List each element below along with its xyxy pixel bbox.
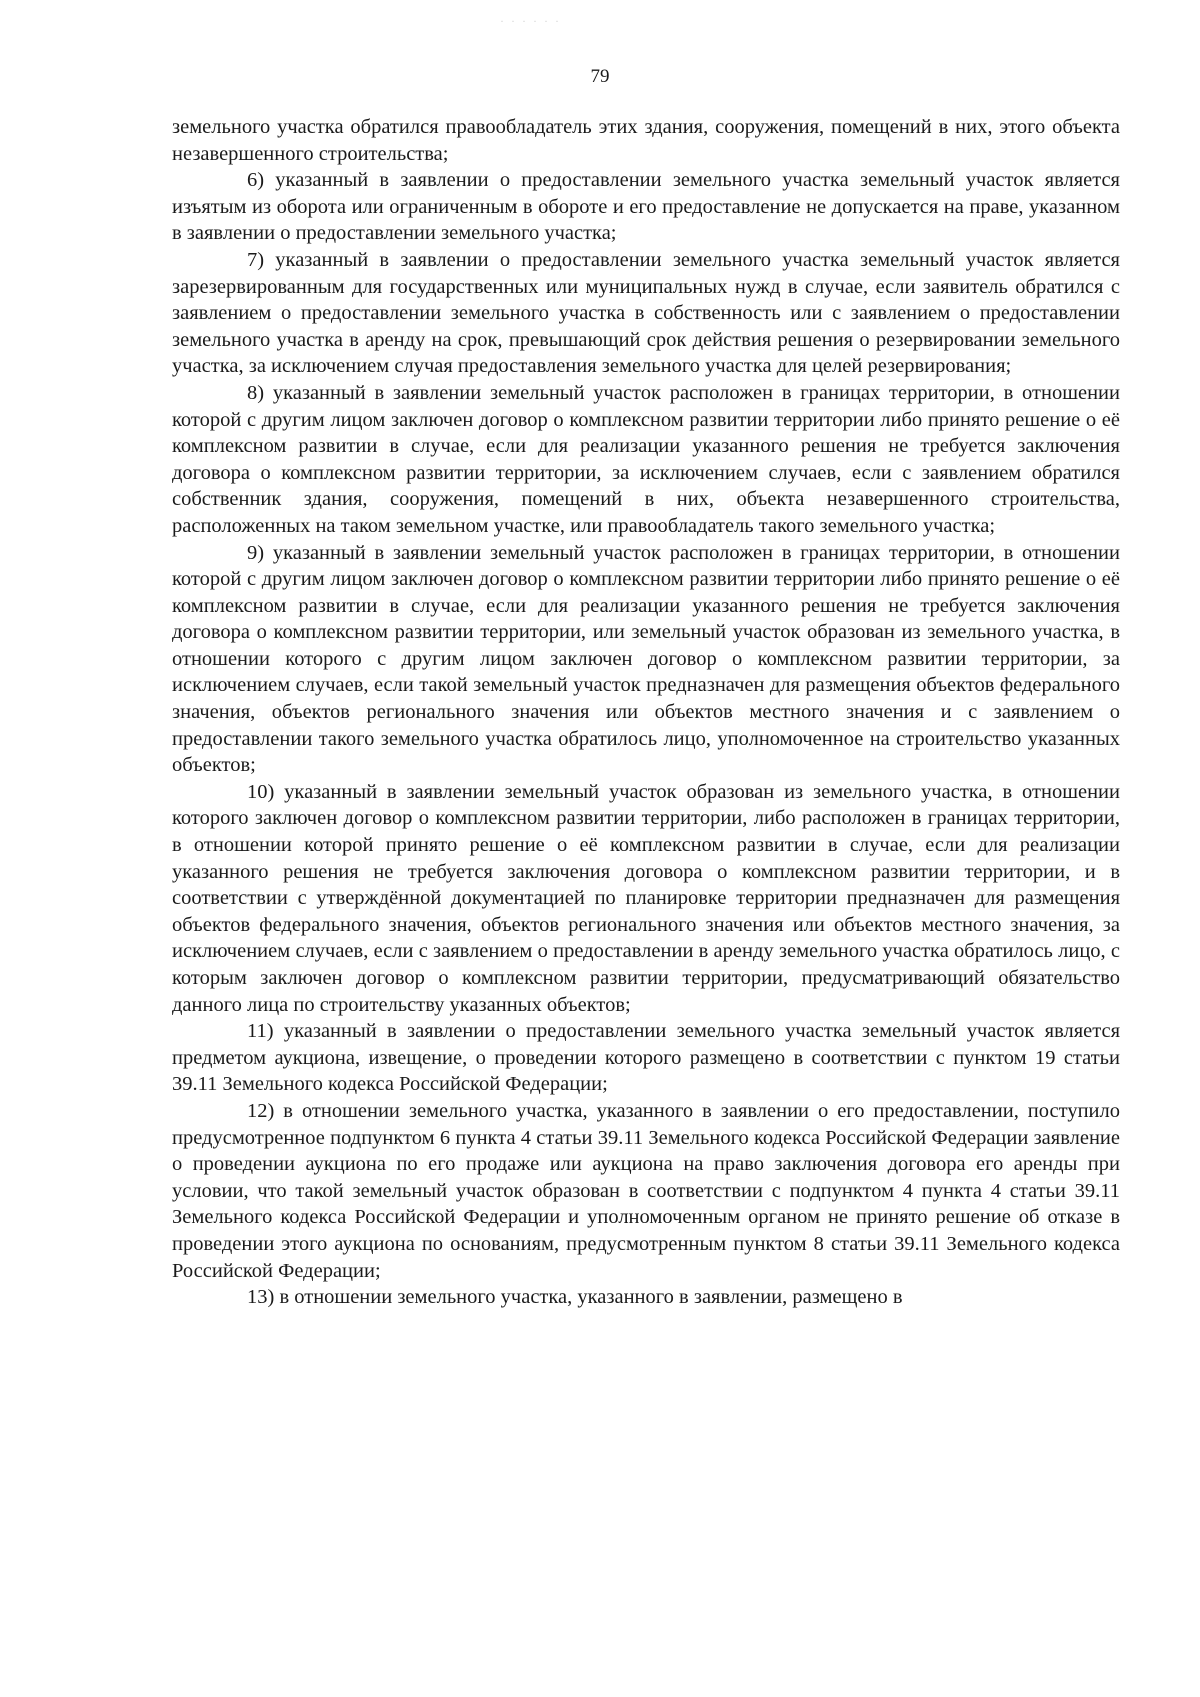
paragraph-item-11: 11) указанный в заявлении о предоставлении земельного участка земельный участок является предметом аукциона, извещение, о проведении которого размещено в соответствии с пунктом 19 статьи 39.11 Земельного кодекса Российской Федерации; bbox=[172, 1020, 1120, 1096]
page-number: 79 bbox=[590, 66, 610, 87]
paragraph-item-9: 9) указанный в заявлении земельный участок расположен в границах территории, в отношении которой с другим лицом заключен договор о комплексном развитии территории либо принято решение о её комплексном развитии в случае, если для реализации указанного решения не требуется заключения договора о комплексном развитии территории, или земельный участок образован из земельного участка, в отношении которого с другим лицом заключен договор о комплексном развитии территории, за исключением случаев, если такой земельный участок предназначен для размещения объектов федерального значения, объектов регионального значения или объектов местного значения и с заявлением о предоставлении такого земельного участка обратилось лицо, уполномоченное на строительство указанных объектов; bbox=[172, 541, 1120, 777]
document-body bbox=[172, 114, 1120, 1311]
paragraph-item-10: 10) указанный в заявлении земельный участок образован из земельного участка, в отношении которого заключен договор о комплексном развитии территории, либо расположен в границах территории, в отношении которой принято решение о её комплексном развитии в случае, если для реализации указанного решения не требуется заключения договора о комплексном развитии территории, и в соответствии с утверждённой документацией по планировке территории предназначен для размещения объектов федерального значения, объектов регионального значения или объектов местного значения, за исключением случаев, если с заявлением о предоставлении в аренду земельного участка обратилось лицо, с которым заключен договор о комплексном развитии территории, предусматривающий обязательство данного лица по строительству указанных объектов; bbox=[172, 780, 1120, 1016]
scan-artifact: · · · · · · bbox=[500, 14, 561, 28]
paragraph-item-7: 7) указанный в заявлении о предоставлении земельного участка земельный участок является зарезервированным для государственных или муниципальных нужд в случае, если заявитель обратился с заявлением о предоставлении земельного участка в собственность или с заявлением о предоставлении земельного участка в аренду на срок, превышающий срок действия решения о резервировании земельного участка, за исключением случая предоставления земельного участка для целей резервирования; bbox=[172, 248, 1120, 378]
paragraph-item-8: 8) указанный в заявлении земельный участок расположен в границах территории, в отношении которой с другим лицом заключен договор о комплексном развитии территории либо принято решение о её комплексном развитии в случае, если для реализации указанного решения не требуется заключения договора о комплексном развитии территории, за исключением случаев, если с заявлением обратился собственник здания, сооружения, помещений в них, объекта незавершенного строительства, расположенных на таком земельном участке, или правообладатель такого земельного участка; bbox=[172, 381, 1120, 537]
paragraph-continuation: земельного участка обратился правообладатель этих здания, сооружения, помещений в них, этого объекта незавершенного строительства; bbox=[172, 116, 1120, 165]
paragraph-item-12: 12) в отношении земельного участка, указанного в заявлении о его предоставлении, поступило предусмотренное подпунктом 6 пункта 4 статьи 39.11 Земельного кодекса Российской Федерации заявление о проведении аукциона по его продаже или аукциона на право заключения договора его аренды при условии, что такой земельный участок образован в соответствии с подпунктом 4 пункта 4 статьи 39.11 Земельного кодекса Российской Федерации и уполномоченным органом не принято решение об отказе в проведении этого аукциона по основаниям, предусмотренным пунктом 8 статьи 39.11 Земельного кодекса Российской Федерации; bbox=[172, 1099, 1120, 1282]
paragraph-item-6: 6) указанный в заявлении о предоставлении земельного участка земельный участок является изъятым из оборота или ограниченным в обороте и его предоставление не допускается на праве, указанном в заявлении о предоставлении земельного участка; bbox=[172, 169, 1120, 245]
paragraph-item-13: 13) в отношении земельного участка, указанного в заявлении, размещено в bbox=[247, 1286, 903, 1309]
